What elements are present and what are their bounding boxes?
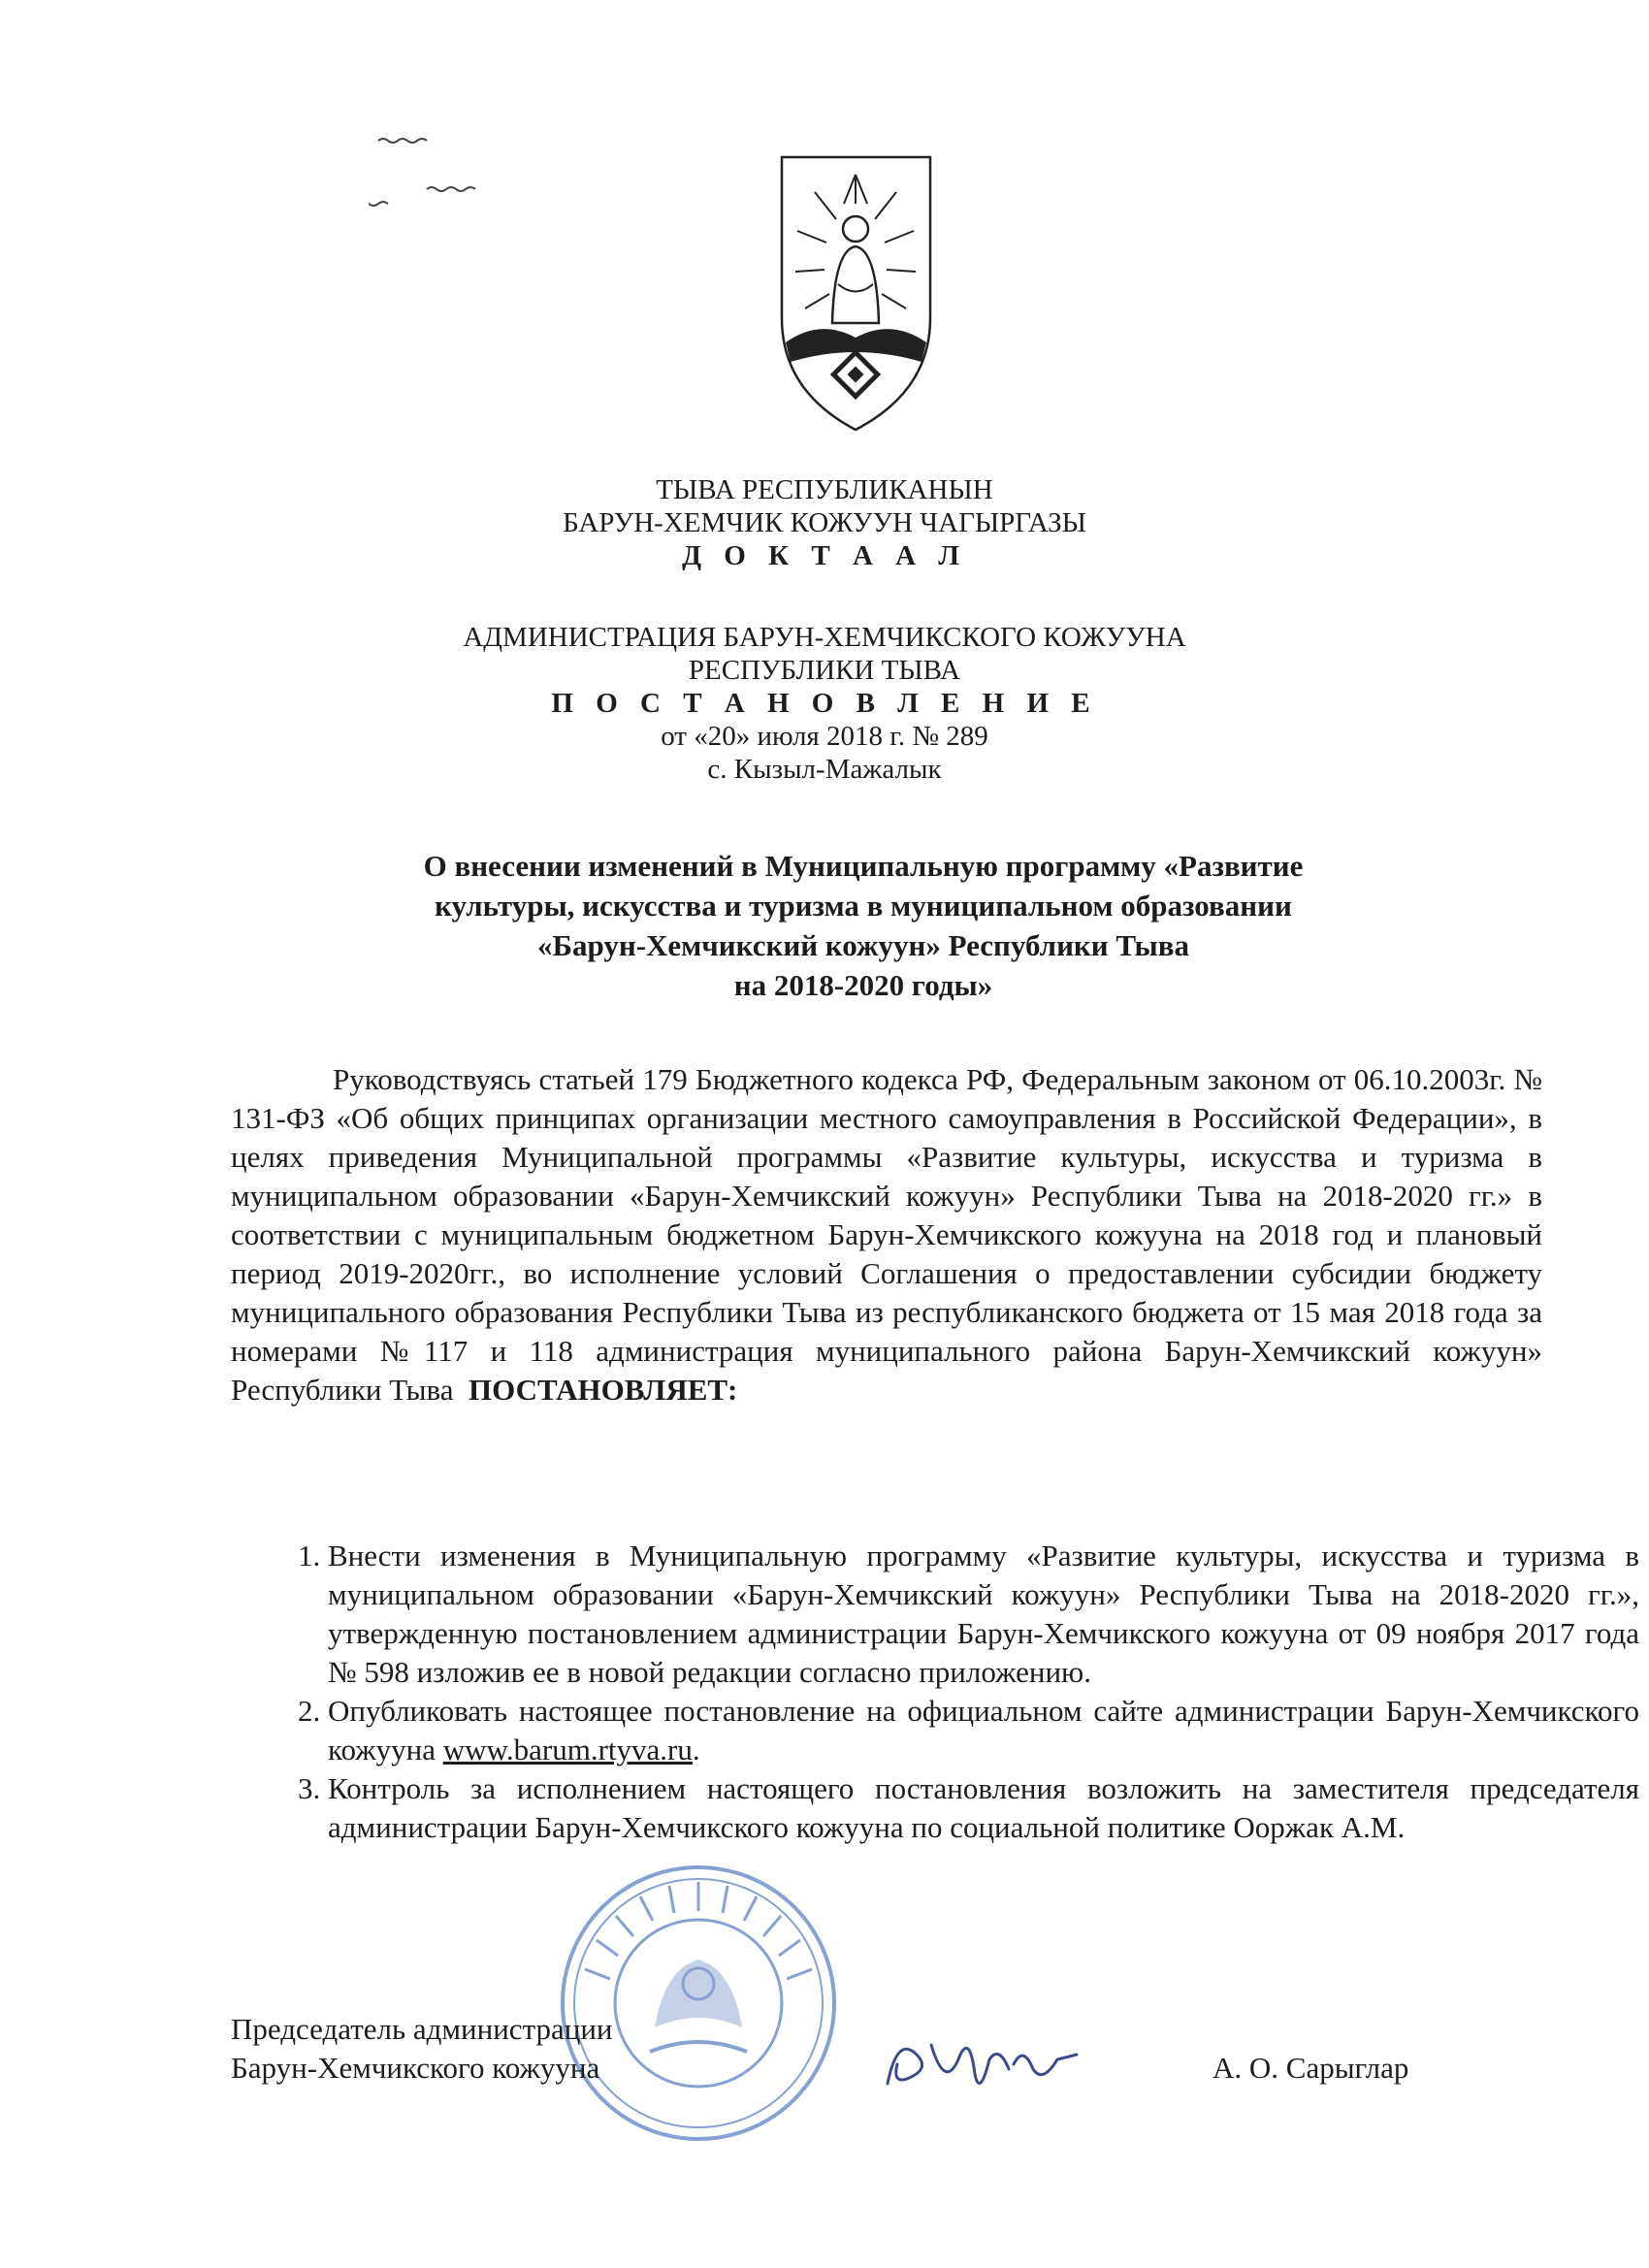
position-line1: Председатель администрации xyxy=(231,2012,613,2046)
list-item xyxy=(328,1692,1639,1769)
scan-noise-marks xyxy=(369,126,621,243)
title-line1: О внесении изменений в Муниципальную программу «Развитие xyxy=(423,849,1304,883)
ru-name-line1: АДМИНИСТРАЦИЯ БАРУН-ХЕМЧИКСКОГО КОЖУУНА xyxy=(463,622,1186,653)
tuvan-name-line2: БАРУН-ХЕМЧИК КОЖУУН ЧАГЫРГАЗЫ xyxy=(563,507,1086,538)
item-2-text: Опубликовать настоящее постановление на официальном сайте администрации Барун-Хемчикского кожууна xyxy=(328,1694,1639,1766)
title-line2: культуры, искусства и туризма в муниципальном образовании xyxy=(435,889,1292,923)
date-number: от «20» июля 2018 г. № 289 xyxy=(661,721,988,752)
handwritten-signature-icon xyxy=(878,2025,1086,2105)
ru-name-line2: РЕСПУБЛИКИ ТЫВА xyxy=(688,655,961,686)
item-3-text: Контроль за исполнением настоящего постановления возложить на заместителя председателя администрации Барун-Хемчикского кожууна по социальной политике Ооржак А.М. xyxy=(328,1771,1639,1844)
list-item xyxy=(328,1769,1639,1847)
list-item xyxy=(328,1537,1639,1692)
official-seal-icon xyxy=(558,1863,839,2144)
preamble xyxy=(231,1060,1542,1409)
ru-doc-type: П О С Т А Н О В Л Е Н И Е xyxy=(551,688,1098,719)
russian-header xyxy=(0,621,1649,786)
title-line4: на 2018-2020 годы» xyxy=(733,968,993,1002)
preamble-text: Руководствуясь статьей 179 Бюджетного кодекса РФ, Федеральным законом от 06.10.2003г. № 131-ФЗ «Об общих принципах организации местного самоуправления в Российской Федерации», в целях приведения Муниципальной программы «Развитие культуры, искусства и туризма в муниципальном образовании «Барун-Хемчикский кожуун» Республики Тыва на 2018-2020 гг.» в соответствии с муниципальным бюджетном Барун-Хемчикского кожууна на 2018 год и плановый период 2019-2020гг., во исполнение условий Соглашения о предоставлении субсидии бюджету муниципального образования Республики Тыва из республиканского бюджета от 15 мая 2018 года за номерами №117 и 118 администрация муниципального района Барун-Хемчикский кожуун» Республики Тыва xyxy=(231,1062,1542,1407)
resolves-keyword: ПОСТАНОВЛЯЕТ: xyxy=(468,1373,738,1407)
item-1-text: Внести изменения в Муниципальную программу «Развитие культуры, искусства и туризма в муниципальном образовании «Барун-Хемчикский кожуун» Республики Тыва на 2018-2020 гг.», утвержденную постановлением администрации Барун-Хемчикского кожууна от 09 ноября 2017 года № 598 изложив ее в новой редакции согласно приложению. xyxy=(328,1539,1639,1689)
signatory-position xyxy=(231,2010,613,2088)
website-link[interactable]: www.barum.rtyva.ru xyxy=(442,1733,693,1766)
resolution-items xyxy=(231,1537,1639,1847)
header xyxy=(0,473,1649,572)
signatory-name: А. О. Сарыглар xyxy=(1212,2051,1409,2085)
tuvan-name-line1: ТЫВА РЕСПУБЛИКАНЫН xyxy=(656,474,993,505)
title-line3: «Барун-Хемчикский кожуун» Республики Тыва xyxy=(537,928,1189,962)
tuvan-doc-type: Д О К Т А А Л xyxy=(682,540,967,571)
place: с. Кызыл-Мажалык xyxy=(707,754,942,785)
item-2-after: . xyxy=(692,1733,700,1766)
position-line2: Барун-Хемчикского кожууна xyxy=(231,2051,600,2085)
coat-of-arms-icon xyxy=(776,153,936,435)
document-title xyxy=(252,846,1474,1005)
